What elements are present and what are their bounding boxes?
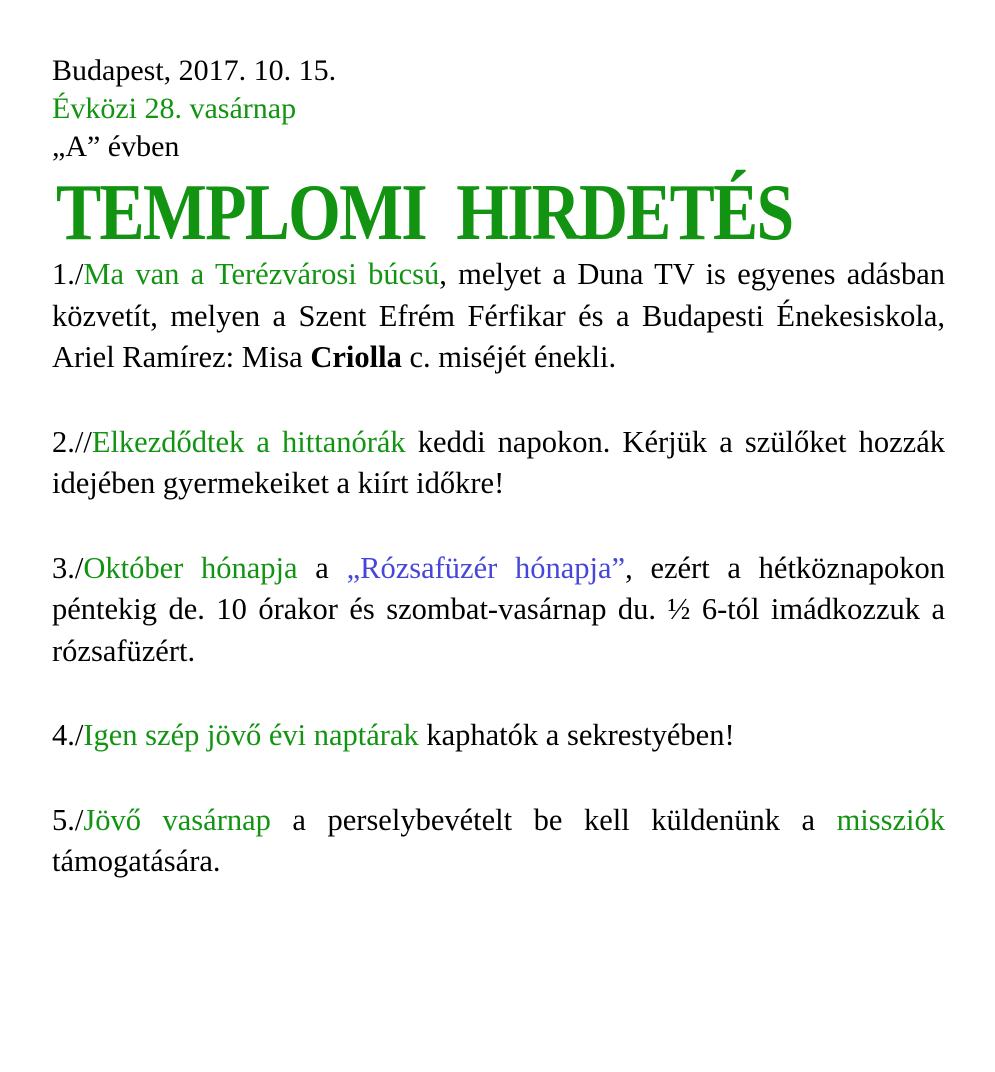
text-run: , ezért a hétköznapokon péntekig de. 10 órakor és szombat-vasárnap du. ½ 6-tól imádkozzuk a rózsafüzért. xyxy=(52,550,945,668)
liturgical-day: Évközi 28. vasárnap xyxy=(52,92,297,125)
text-run: Ma van a Terézvárosi búcsú xyxy=(83,257,440,291)
text-run: keddi napokon. Kérjük a szülőket hozzák idejében gyermekeiket a kiírt időkre! xyxy=(52,424,945,500)
text-run: Jövő vasárnap xyxy=(83,802,271,837)
announcement-paragraph-4 xyxy=(52,715,945,757)
date-line: Budapest, 2017. 10. 15. xyxy=(52,54,337,87)
text-run: kaphatók a sekrestyében! xyxy=(418,718,735,752)
text-run: 5./ xyxy=(52,802,84,837)
text-run: 4./ xyxy=(52,718,84,752)
text-run: Október hónapja xyxy=(83,550,298,585)
announcement-paragraph-3 xyxy=(52,548,945,673)
announcement-paragraph-5 xyxy=(52,800,945,883)
page-title: TEMPLOMI HIRDETÉS xyxy=(56,167,793,257)
text-run: , melyet a Duna TV is egyenes adásban közvetít, melyen a Szent Efrém Férfikar és a Budapesti Énekesiskola, Ariel Ramírez: Misa xyxy=(52,257,945,374)
text-run: „Rózsafüzér hónapja” xyxy=(346,550,626,585)
text-run: támogatására. xyxy=(52,844,221,878)
announcement-paragraph-1 xyxy=(52,254,945,379)
text-run: 3./ xyxy=(52,550,84,585)
text-run: 1./ xyxy=(52,257,84,291)
document-header xyxy=(52,52,945,166)
text-run: missziók xyxy=(836,802,946,837)
announcement-paragraph-2 xyxy=(52,422,945,505)
text-run: 2.// xyxy=(52,424,92,459)
text-run: a xyxy=(297,550,347,585)
text-run: Criolla xyxy=(310,340,402,374)
year-cycle: „A” évben xyxy=(52,130,180,163)
text-run: c. miséjét énekli. xyxy=(401,340,617,374)
text-run: a perselybevételt be kell küldenünk a xyxy=(270,802,837,837)
announcements-list xyxy=(52,254,945,883)
text-run: Elkezdődtek a hittanórák xyxy=(91,424,406,459)
text-run: Igen szép jövő évi naptárak xyxy=(83,718,419,752)
